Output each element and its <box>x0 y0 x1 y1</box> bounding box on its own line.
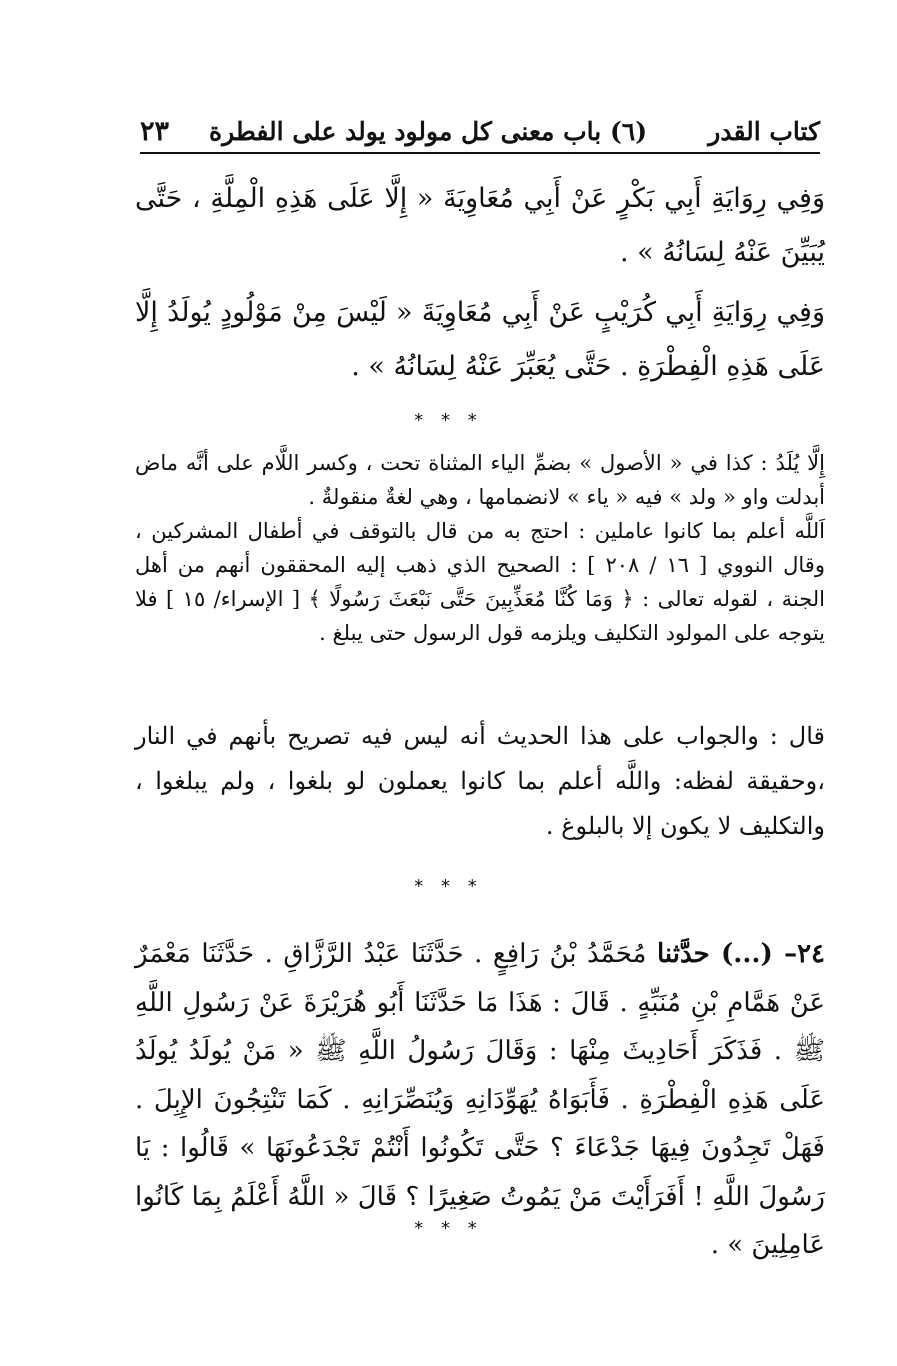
footnote-2: اَللَّه أعلم بما كانوا عاملين : احتج به من قال بالتوقف في أطفال المشركين ، وقال النووي [ ١٦ / ٢٠٨ ] : الصحيح الذي ذهب إليه المحققون أنهم من أهل الجنة ، لقوله تعالى : ﴿ وَمَا كُنَّا مُعَذِّبِينَ حَتَّى نَبْعَثَ رَسُولًا ﴾ [ الإسراء/ ١٥ ] فلا يتوجه على المولود التكليف ويلزمه قول الرسول حتى يبلغ . <box>135 519 825 645</box>
footnote-1: إِلَّا يُلَدُ : كذا في « الأصول » بضمِّ الياء المثناة تحت ، وكسر اللَّام على أنَّه ماض أبدلت واو « ولد » فيه « ياء » لانضمامها ، وهي لغةٌ منقولةٌ . <box>135 451 825 509</box>
page-number: ٢٣ <box>140 116 170 147</box>
commentary-paragraph <box>135 714 825 849</box>
separator-stars-3: * * * <box>414 1218 483 1239</box>
chapter-title: (٦) باب معنى كل مولود يولد على الفطرة <box>209 117 648 146</box>
hadith-text: مُحَمَّدُ بْنُ رَافِعٍ . حَدَّثَنَا عَبْدُ الرَّزَّاقِ . حَدَّثَنَا مَعْمَرٌ عَنْ هَمَّامِ بْنِ مُنَبِّهٍ . قَالَ : هَذَا مَا حَدَّثَنَا أَبُو هُرَيْرَةَ عَنْ رَسُولِ اللَّهِ ﷺ . فَذَكَرَ أَحَادِيثَ مِنْهَا : وَقَالَ رَسُولُ اللَّهِ ﷺ « مَنْ يُولَدُ يُولَدُ عَلَى هَذِهِ الْفِطْرَةِ . فَأَبَوَاهُ يُهَوِّدَانِهِ وَيُنَصِّرَانِهِ . كَمَا تَنْتِجُونَ الإِبِلَ . فَهَلْ تَجِدُونَ فِيهَا جَدْعَاءَ ؟ حَتَّى تَكُونُوا أَنْتُمْ تَجْدَعُونَهَا » قَالُوا : يَا رَسُولَ اللَّهِ ! أَفَرَأَيْتَ مَنْ يَمُوتُ صَغِيرًا ؟ قَالَ « اللَّهُ أَعْلَمُ بِمَا كَانُوا عَامِلِينَ » . <box>135 939 825 1260</box>
running-header <box>140 108 820 154</box>
book-title: كتاب القدر <box>708 117 820 146</box>
variant-text: وَفِي رِوَايَةِ أَبِي كُرَيْبٍ عَنْ أَبِي مُعَاوِيَةَ « لَيْسَ مِنْ مَوْلُودٍ يُولَدُ إِلَّا عَلَى هَذِهِ الْفِطْرَةِ . حَتَّى يُعَبِّرَ عَنْهُ لِسَانُهُ » . <box>135 297 825 382</box>
footnotes <box>135 446 825 650</box>
hadith-lead: – (...) حدَّثنا <box>656 939 798 969</box>
variant-paragraph-2 <box>135 286 825 394</box>
variant-text: وَفِي رِوَايَةِ أَبِي بَكْرٍ عَنْ أَبِي مُعَاوِيَةَ « إِلَّا عَلَى هَذِهِ الْمِلَّةِ ، حَتَّى يُبَيِّنَ عَنْهُ لِسَانُهُ » . <box>135 183 825 268</box>
hadith-number: ٢٤ <box>797 939 826 969</box>
separator-stars-2: * * * <box>414 876 483 897</box>
commentary-text: قال : والجواب على هذا الحديث أنه ليس فيه تصريح بأنهم في النار ،وحقيقة لفظه: واللَّه أعلم بما كانوا يعملون لو بلغوا ، ولم يبلغوا ، والتكليف لا يكون إلا بالبلوغ . <box>135 722 825 840</box>
separator-stars: * * * <box>414 410 483 431</box>
variant-paragraph-1 <box>135 172 825 280</box>
